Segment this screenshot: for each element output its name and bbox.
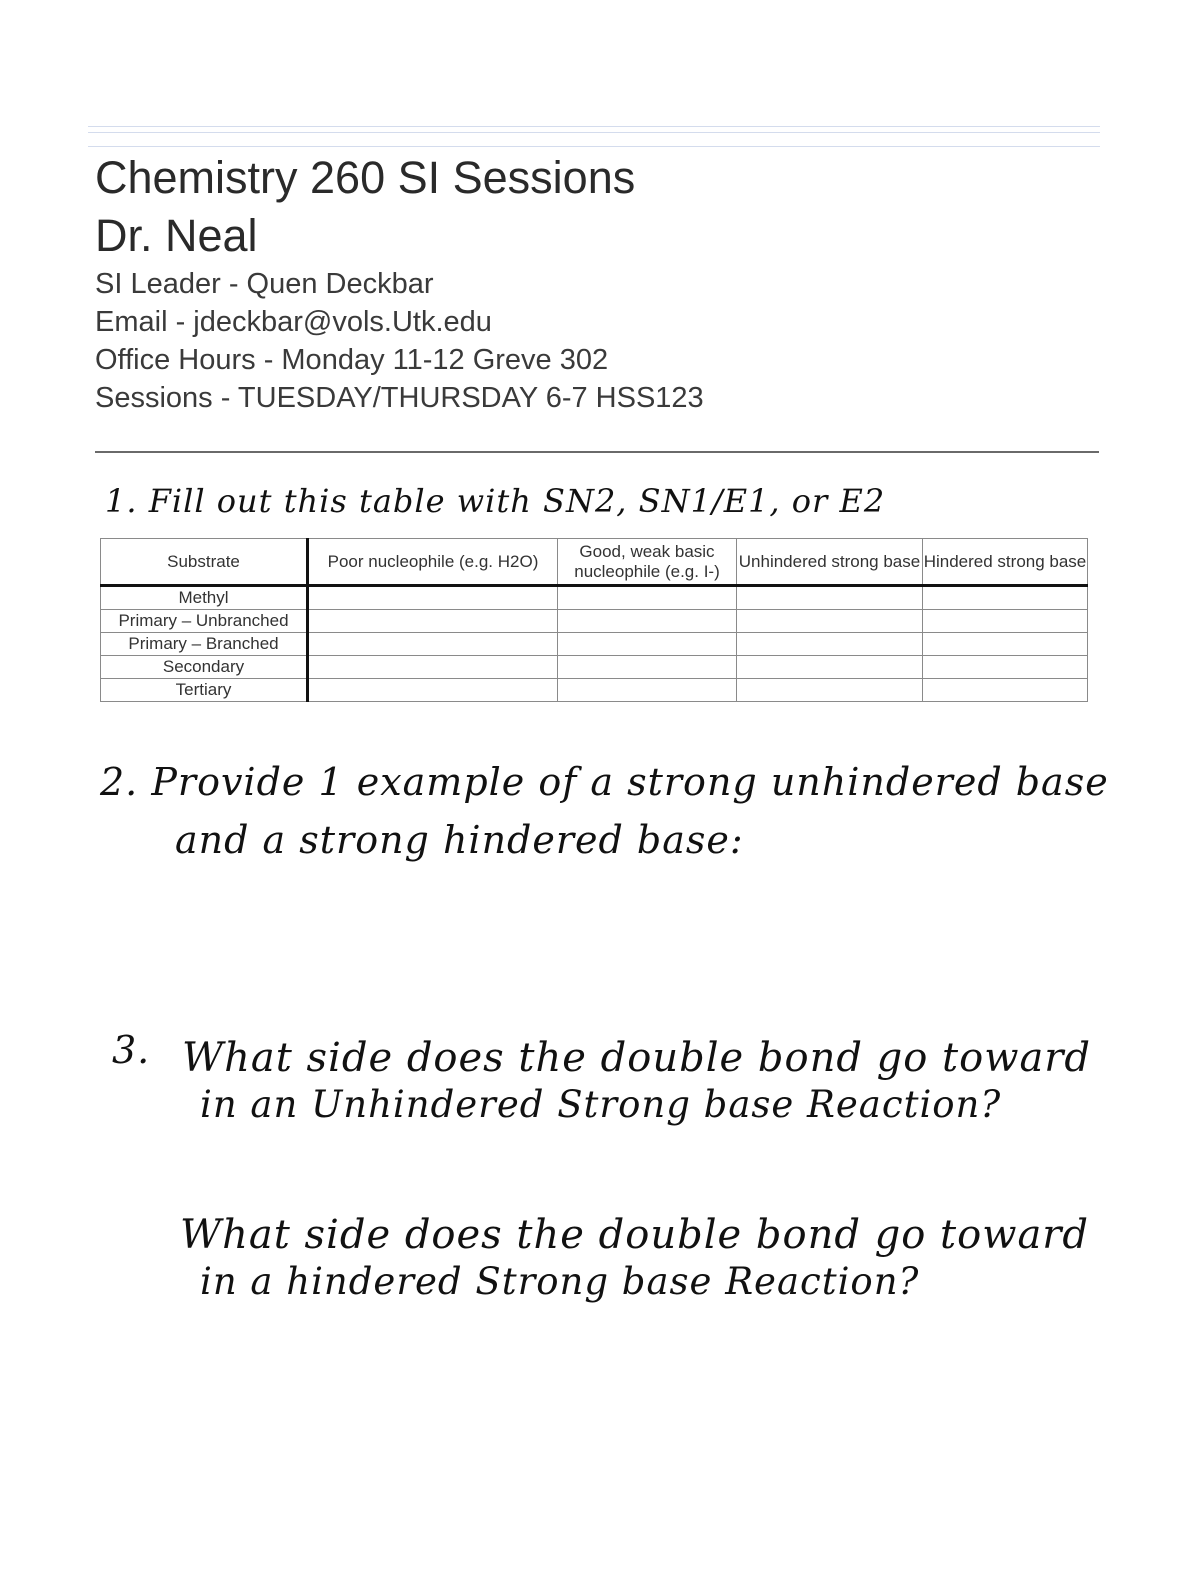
answer-cell[interactable] xyxy=(558,656,737,679)
course-title: Chemistry 260 SI Sessions xyxy=(95,152,636,203)
answer-cell[interactable] xyxy=(923,586,1088,610)
answer-cell[interactable] xyxy=(308,656,558,679)
answer-cell[interactable] xyxy=(923,633,1088,656)
sessions-line: Sessions - TUESDAY/THURSDAY 6-7 HSS123 xyxy=(95,382,704,414)
answer-cell[interactable] xyxy=(737,656,923,679)
answer-cell[interactable] xyxy=(737,633,923,656)
row-label-tertiary: Tertiary xyxy=(101,679,308,702)
office-hours: Office Hours - Monday 11-12 Greve 302 xyxy=(95,344,609,376)
reaction-table xyxy=(100,538,1088,702)
table-header-row xyxy=(101,539,1088,586)
answer-cell[interactable] xyxy=(308,679,558,702)
row-label-primary-branched: Primary – Branched xyxy=(101,633,308,656)
question-3b-line-2: in a hindered Strong base Reaction? xyxy=(200,1260,920,1303)
answer-cell[interactable] xyxy=(558,633,737,656)
header-top-line-2 xyxy=(88,132,1100,133)
answer-cell[interactable] xyxy=(308,633,558,656)
table-row xyxy=(101,610,1088,633)
column-header-good-weak-basic-nucleophile: Good, weak basic nucleophile (e.g. I-) xyxy=(558,539,737,586)
table-row xyxy=(101,633,1088,656)
question-3-number: 3. xyxy=(112,1028,151,1072)
answer-cell[interactable] xyxy=(558,679,737,702)
section-divider xyxy=(95,451,1099,453)
column-header-substrate: Substrate xyxy=(101,539,308,586)
header-top-line-3 xyxy=(88,146,1100,147)
question-3a-line-1: What side does the double bond go toward xyxy=(182,1035,1092,1081)
answer-cell[interactable] xyxy=(737,610,923,633)
question-3b-line-1: What side does the double bond go toward xyxy=(180,1212,1090,1258)
row-label-methyl: Methyl xyxy=(101,586,308,610)
answer-cell[interactable] xyxy=(923,610,1088,633)
professor-name: Dr. Neal xyxy=(95,210,258,261)
column-header-poor-nucleophile: Poor nucleophile (e.g. H2O) xyxy=(308,539,558,586)
column-header-hindered-strong-base: Hindered strong base xyxy=(923,539,1088,586)
question-2-line-2: and a strong hindered base: xyxy=(175,818,744,862)
header-top-line-1 xyxy=(88,126,1100,127)
row-label-primary-unbranched: Primary – Unbranched xyxy=(101,610,308,633)
answer-cell[interactable] xyxy=(737,586,923,610)
answer-cell[interactable] xyxy=(558,586,737,610)
answer-cell[interactable] xyxy=(923,679,1088,702)
answer-cell[interactable] xyxy=(558,610,737,633)
si-leader: SI Leader - Quen Deckbar xyxy=(95,268,434,300)
answer-cell[interactable] xyxy=(308,586,558,610)
table-row xyxy=(101,679,1088,702)
answer-cell[interactable] xyxy=(923,656,1088,679)
question-3a-line-2: in an Unhindered Strong base Reaction? xyxy=(200,1083,1002,1126)
row-label-secondary: Secondary xyxy=(101,656,308,679)
answer-cell[interactable] xyxy=(737,679,923,702)
question-2-line-1: 2. Provide 1 example of a strong unhindered base xyxy=(100,760,1109,804)
email-line: Email - jdeckbar@vols.Utk.edu xyxy=(95,306,492,338)
column-header-unhindered-strong-base: Unhindered strong base xyxy=(737,539,923,586)
table-row xyxy=(101,586,1088,610)
question-1-prompt: 1. Fill out this table with SN2, SN1/E1, or E2 xyxy=(105,482,886,520)
table-row xyxy=(101,656,1088,679)
answer-cell[interactable] xyxy=(308,610,558,633)
